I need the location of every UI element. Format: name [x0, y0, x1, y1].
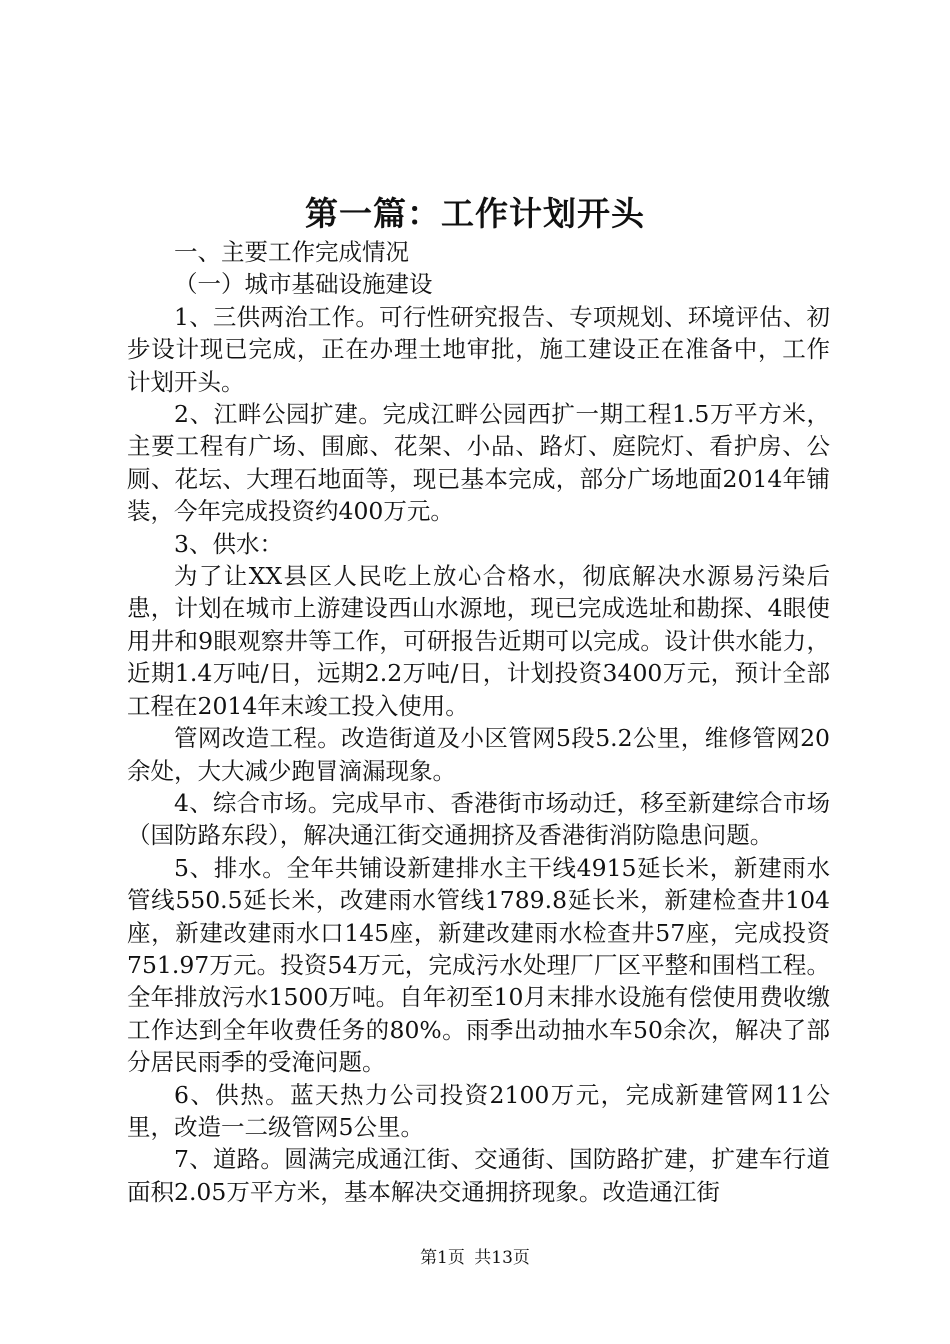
paragraph: 4、综合市场。完成早市、香港街市场动迁，移至新建综合市场（国防路东段），解决通江街交通拥挤及香港街消防隐患问题。 [127, 788, 830, 850]
page-number: 第1页 [420, 1248, 465, 1268]
paragraph: 5、排水。全年共铺设新建排水主干线4915延长米，新建雨水管线550.5延长米，改建雨水管线1789.8延长米，新建检查井104座，新建改建雨水口145座，新建改建雨水检查井57座，完成投资751.97万元。投资54万元，完成污水处理厂厂区平整和围档工程。全年排放污水1500万吨。自年初至10月末排水设施有偿使用费收缴工作达到全年收费任务的80%。雨季出动抽水车50余次，解决了部分居民雨季的受淹问题。 [127, 853, 830, 1077]
paragraph: 管网改造工程。改造街道及小区管网5段5.2公里，维修管网20余处，大大减少跑冒滴漏现象。 [127, 724, 830, 785]
page-footer [0, 1243, 950, 1268]
paragraph: 2、江畔公园扩建。完成江畔公园西扩一期工程1.5万平方米，主要工程有广场、围廊、花架、小品、路灯、庭院灯、看护房、公厕、花坛、大理石地面等，现已基本完成，部分广场地面2014年铺装，今年完成投资约400万元。 [127, 400, 830, 526]
page-total: 共13页 [474, 1248, 530, 1268]
paragraph: 6、供热。蓝天热力公司投资2100万元，完成新建管网11公里，改造一二级管网5公里。 [127, 1080, 830, 1141]
paragraph: 7、道路。圆满完成通江街、交通街、国防路扩建，扩建车行道面积2.05万平方米，基本解决交通拥挤现象。改造通江街 [127, 1145, 830, 1206]
paragraph: 3、供水： [174, 529, 283, 558]
paragraph: 1、三供两治工作。可行性研究报告、专项规划、环境评估、初步设计现已完成，正在办理土地审批，施工建设正在准备中，工作计划开头。 [127, 302, 830, 396]
paragraph: 为了让XX县区人民吃上放心合格水，彻底解决水源易污染后患，计划在城市上游建设西山水源地，现已完成选址和勘探、4眼使用井和9眼观察井等工作，可研报告近期可以完成。设计供水能力，近期1.4万吨/日，远期2.2万吨/日，计划投资3400万元，预计全部工程在2014年末竣工投入使用。 [127, 562, 830, 720]
document-title: 第一篇：工作计划开头 [305, 194, 645, 233]
paragraph: 一、主要工作完成情况 [174, 238, 409, 266]
document-body [127, 236, 830, 1208]
paragraph: （一）城市基础设施建设 [174, 270, 433, 299]
